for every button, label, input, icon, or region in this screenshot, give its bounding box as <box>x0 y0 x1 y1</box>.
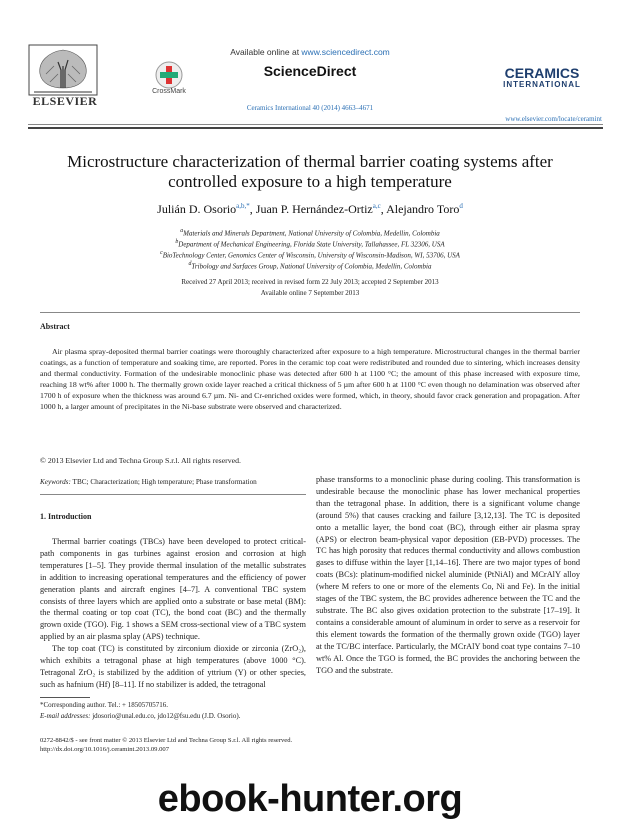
watermark: ebook-hunter.org <box>157 778 463 820</box>
author-name: Julián D. Osorio <box>157 202 237 216</box>
body-column-right <box>316 474 580 676</box>
affiliation: $^c$BioTechnology Center, Genomics Center of Wisconsin, University of Wisconsin-Madison, WI, 53706, USA <box>160 250 460 260</box>
email-list[interactable]: jdosorio@unal.edu.co, jdo12@fsu.edu (J.D. Osorio). <box>90 712 241 720</box>
journal-logo-subtitle: INTERNATIONAL <box>503 80 581 89</box>
author-name: Alejandro Toro <box>386 202 460 216</box>
issn-line: 0272-8842/$ - see front matter © 2013 Elsevier Ltd and Techna Group S.r.l. All rights reserved. <box>40 737 293 744</box>
author-affiliation-mark[interactable]: a,c <box>372 202 381 210</box>
footnote-divider <box>40 697 90 698</box>
journal-logo-title: CERAMICS <box>504 65 580 81</box>
journal-homepage-link[interactable]: www.elsevier.com/locate/ceramint <box>505 115 602 123</box>
received-dates: Received 27 April 2013; received in revised form 22 July 2013; accepted 2 September 2013 <box>181 278 439 286</box>
paragraph: Thermal barrier coatings (TBCs) have been developed to protect critical-path components in gas turbines against erosion and corrosion at high temperatures [1–5]. They provide thermal insulation of the metallic substrates in addition to increasing operational temperatures and the efficiency of power generation plants and aircraft engines [4–7]. A conventional TBC system consists of three layers which are applied onto a substrate or base metal (BM): the thermal coating or top coat (TC), the bond coat (BC) and the thermally grown oxide (TGO). Fig. 1 shows a SEM cross-sectional view of a TBC system applied by an air plasma splay (APS) technique. <box>40 537 306 642</box>
abstract-copyright: © 2013 Elsevier Ltd and Techna Group S.r.l. All rights reserved. <box>40 456 241 465</box>
body-column-left <box>40 536 306 691</box>
abstract-text: Air plasma spray-deposited thermal barrier coatings were thoroughly characterized after exposure to a high temperature. Microstructural changes in the thermal barrier coatings, as a function of temperature and soaking time, are reported. Pores in the ceramic top coat were redistributed and rounded due to sintering, which increases density and thermal conductivity. Formation of the undesirable monoclinic phase was detected after 600 h at 1100 °C; the amount of this phase increased with exposure time, reaching 18 wt% after 1000 h. The thermally grown oxide layer reached a critical thickness of 5 µm after 600 h at 1100 °C even though no delamination was observed after 1700 h of exposure when the thickness was around 6.7 µm. Ni- and Cr-enriched oxides were formed, which, in theory, should favor crack generation and propagation. After 1000 h, a larger amount of precipitates in the Ni-base substrate were observed and characterized. <box>40 347 580 411</box>
corresponding-author-note: *Corresponding author. Tel.: + 18505705716. <box>40 701 168 709</box>
affiliation: $^a$Materials and Minerals Department, National University of Colombia, Medellin, Colombia <box>180 228 440 238</box>
section-heading: 1. Introduction <box>40 512 92 521</box>
email-addresses <box>40 712 310 720</box>
paragraph: The top coat (TC) is constituted by zirconium dioxide or zirconia (ZrO₂), which exhibits a tetragonal phase at high temperatures (above 1000 °C). Tetragonal ZrO₂ is stabilized by the addition of yttrium (Y) or other species, such as hafnium (Hf) [8–11]. If no stabilizer is added, the tetragonal <box>40 644 306 689</box>
affiliation: $^b$Department of Mechanical Engineering, Florida State University, Tallahassee, FL 32306, USA <box>175 239 445 249</box>
available-prefix: Available online at <box>230 47 302 57</box>
paragraph: phase transforms to a monoclinic phase during cooling. This transformation is undesirable because the monoclinic phase has lower mechanical properties than the tetragonal phase. In addition, there is a significant volume change (around 5%) that causes cracking and failure [3,12,13]. The TC is deposited onto a metallic layer, the bond coat (BC), through either air plasma spray (APS) or electron beam-physical vapor deposition (EB-PVD) processes. The TC has high porosity that reduces thermal conductivity and allows combustion gases to diffuse within the layer [1,14–16]. There are two major types of bond coats (BCs): platinum-modified nickel aluminide (PtNiAl) and MCrAlY alloy (where M refers to one or more of the elements Co, Ni and Fe). In the initial stages of the TBC system, the BC provides adherence between the TC and the substrate. The BC also gives oxidation protection to the substrate [17–19]. It contains a considerable amount of aluminum in order to serve as a reservoir for this element towards the formation of the thermally grown oxide (TGO) layer at the TC/BC interface. Particularly, the MCrAlY bond coat type contains 7–10 wt% Al. Once the TGO is formed, the BC provides the anchoring between the TGO and the substrate. <box>316 475 580 675</box>
journal-citation[interactable]: Ceramics International 40 (2014) 4663–4671 <box>246 104 374 112</box>
header-divider <box>28 124 603 125</box>
author-list: Julián D. Osorio$^{a,b,*}$, Juan P. Hernández-Ortiz$^{a,c}$, Alejandro Toro$^d$ <box>157 202 463 216</box>
online-date: Available online 7 September 2013 <box>260 289 360 297</box>
affiliation: $^d$Tribology and Surfaces Group, National University of Colombia, Medellin, Colombia <box>188 261 432 271</box>
keywords-list: TBC; Characterization; High temperature; Phase transformation <box>70 478 257 486</box>
header-divider-thick <box>28 127 603 129</box>
author-affiliation-mark[interactable]: a,b,* <box>236 202 250 210</box>
keywords-label: Keywords: <box>40 478 71 486</box>
abstract-heading: Abstract <box>40 322 70 331</box>
doi-link[interactable]: http://dx.doi.org/10.1016/j.ceramint.2013.09.007 <box>40 746 169 753</box>
keywords-divider <box>40 494 306 495</box>
platform-name: ScienceDirect <box>263 63 357 79</box>
available-online <box>0 47 620 57</box>
abstract-divider <box>40 312 580 313</box>
article-title: Microstructure characterization of thermal barrier coating systems after controlled exposure to a high temperature <box>67 152 553 191</box>
author-name: Juan P. Hernández-Ortiz <box>255 202 373 216</box>
crossmark-label: CrossMark <box>152 88 186 95</box>
publisher-name: ELSEVIER <box>32 94 98 108</box>
email-label: E-mail addresses: <box>40 712 91 720</box>
sciencedirect-link[interactable]: www.sciencedirect.com <box>301 47 390 57</box>
author-affiliation-mark[interactable]: d <box>459 202 463 210</box>
